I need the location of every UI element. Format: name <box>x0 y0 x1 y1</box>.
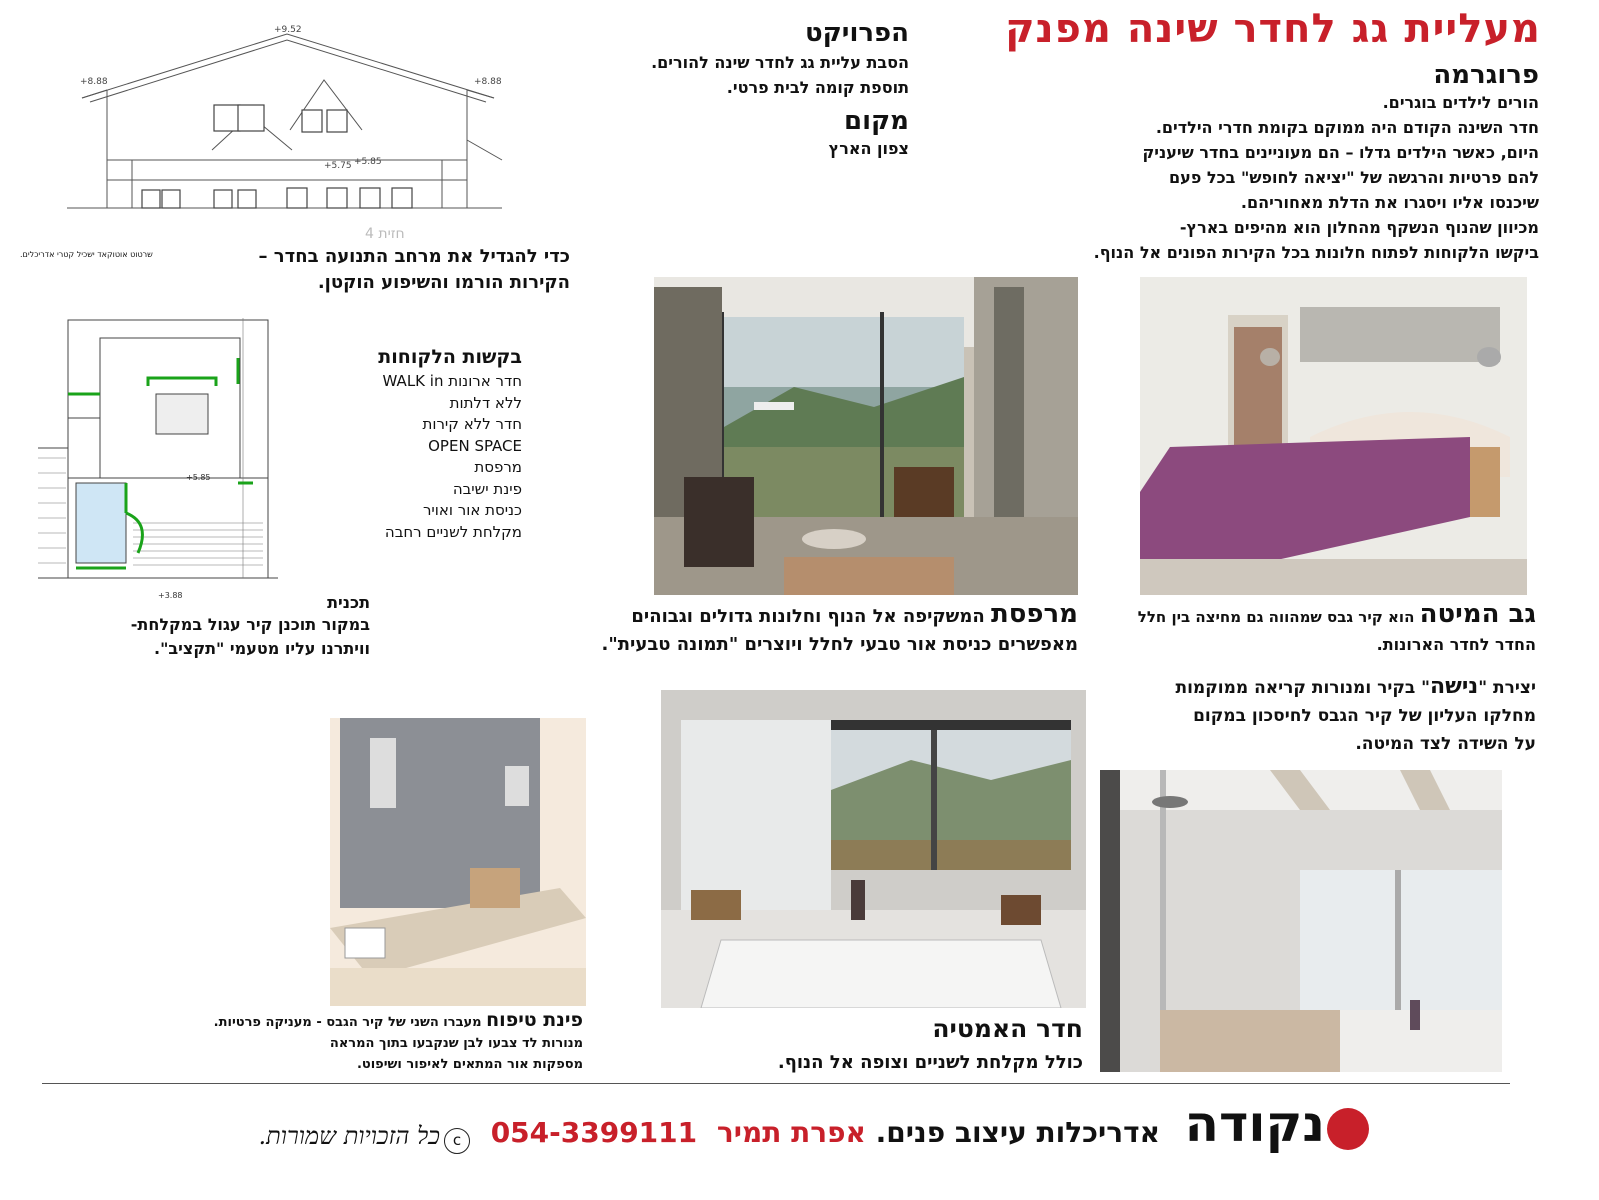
elevation-drawing <box>62 20 512 240</box>
bed-head: גב המיטה <box>1419 599 1536 629</box>
brand-tagline: אדריכלות עיצוב פנים. <box>875 1116 1160 1149</box>
elevation-label: חזית 4 <box>365 226 405 242</box>
bed-caption-line: מחלקו העליון של קיר הגבס לחיסכון במקום <box>1193 706 1536 726</box>
footer-tagline <box>470 1116 1160 1149</box>
drawing-credit: שרטוט אוטוקאד ישכיל קטרי אדריכלים. <box>20 250 153 259</box>
balcony-caption-line <box>520 600 1078 631</box>
bath-window-photo <box>661 690 1086 1008</box>
plan-dim: +3.88 <box>158 591 183 600</box>
request-item: מרפסת <box>474 458 522 476</box>
program-section <box>979 60 1539 265</box>
brand-dot-icon <box>1327 1108 1369 1150</box>
brand-name: נקודה <box>1184 1095 1325 1153</box>
elevation-svg <box>62 20 512 240</box>
dim-label: +8.88 <box>474 77 502 87</box>
program-text <box>979 90 1539 265</box>
bath-text: כולל מקלחת לשניים וצופה אל הנוף. <box>777 1052 1083 1073</box>
plan-dim: +5.85 <box>186 473 211 482</box>
floor-plan <box>38 298 278 608</box>
bed-caption-line: יצירת "נישה" בקיר ומנורות קריאה ממוקמות <box>1175 674 1536 699</box>
program-line: להם פרטיות והרגשה של "יציאה לחופש" בכל פעם <box>1169 168 1539 187</box>
program-line: חדר השינה הקודם היה ממוקם בקומת חדרי הילדים. <box>1155 118 1539 137</box>
balcony-head: מרפסת <box>990 599 1078 629</box>
program-line: היום, כאשר הילדים גדלו – הם מעוניינים בחדר שיעניק <box>1142 143 1539 162</box>
page-title: מעליית גג לחדר שינה מפנק <box>1005 6 1541 52</box>
vanity-caption-line: מנורות לד צבעו לבן שנקבעו בתוך המראה <box>329 1036 583 1051</box>
bed-caption-line <box>1100 600 1536 631</box>
request-item: פינת ישיבה <box>452 479 522 498</box>
program-line: שיכנסו אליו ויסגרו את הדלת מאחוריהם. <box>1240 193 1539 212</box>
requests-heading: בקשות הלקוחות <box>378 346 522 368</box>
elevation-caption-line: כדי להגדיל את מרחב התנועה בחדר – <box>258 246 570 267</box>
place-value: צפון הארץ <box>828 139 909 158</box>
bed-caption-line: החדר לחדר הארונות. <box>1376 635 1536 654</box>
program-line: מכיוון שהנוף הנשקף מהחלון הוא מהיפים בארץ- <box>1179 218 1539 237</box>
program-line: ביקשו הלקוחות לפתוח חלונות בכל הקירות הפונים אל הנוף. <box>1093 243 1539 262</box>
vanity-head: פינת טיפוח <box>486 1009 583 1031</box>
floor-plan-svg <box>38 298 278 608</box>
project-line: הסבת עליית גג לחדר שינה להורים. <box>651 53 909 72</box>
vanity-caption-line: מספקות אור המתאים לאיפור ושיפוט. <box>356 1057 583 1072</box>
copyright-icon: c <box>444 1128 470 1154</box>
bed-caption-line: על השידה לצד המיטה. <box>1355 734 1536 754</box>
requests-section <box>300 346 522 543</box>
designer-name: אפרת תמיר <box>716 1116 866 1149</box>
bath-head: חדר האמטיה <box>932 1014 1083 1043</box>
bath-caption <box>661 1014 1083 1077</box>
vanity-caption-line: פינת טיפוח מעברו השני של קיר הגבס - מעניקה פרטיות. <box>213 1009 583 1031</box>
place-heading: מקום <box>844 106 909 136</box>
request-item: חדר ללא קירות <box>422 415 522 433</box>
vanity-photo <box>330 718 586 1006</box>
dim-label: +8.88 <box>80 77 108 87</box>
copyright-text: כל הזכויות שמורות. <box>258 1122 440 1150</box>
niche-word: נישה <box>1430 674 1479 699</box>
dim-label: +9.52 <box>274 25 302 35</box>
footer-rule <box>42 1083 1510 1084</box>
bed-text: הוא קיר גבס שמהווה גם מחיצה בין חלל <box>1137 608 1420 626</box>
project-heading: הפרויקט <box>805 18 909 48</box>
dim-label: +5.85 <box>354 157 382 167</box>
balcony-caption-line: מאפשרים כניסת אור טבעי לחלל ויוצרים "תמונה טבעית". <box>601 634 1078 655</box>
balcony-caption <box>520 600 1078 659</box>
bedroom-photo <box>1140 277 1527 595</box>
project-line: תוספת קומה לבית פרטי. <box>726 78 909 97</box>
plan-caption <box>60 592 370 661</box>
request-item: OPEN SPACE <box>428 436 522 455</box>
program-line: הורים לילדים בוגרים. <box>1382 93 1539 112</box>
dim-label: +5.75 <box>324 161 352 171</box>
plan-heading: תכנית <box>327 593 370 612</box>
shower-photo <box>1100 770 1502 1072</box>
project-section <box>529 18 909 161</box>
balcony-text: המשקיפה אל הנוף וחלונות גדולים וגבוהים <box>631 606 991 627</box>
requests-list <box>300 371 522 543</box>
program-heading: פרוגרמה <box>1433 60 1539 90</box>
request-item: מקלחת לשניים רחבה <box>384 522 522 541</box>
balcony-photo <box>654 277 1078 595</box>
request-item: כניסת אור ואויר <box>422 501 522 519</box>
bed-caption <box>1100 600 1536 758</box>
request-item: ללא דלתות <box>449 393 522 412</box>
plan-line: במקור תוכנן קיר עגול במקלחת- <box>130 615 370 634</box>
vanity-caption <box>120 1010 583 1075</box>
plan-line: וויתרנו עליו מטעמי "תקציב". <box>153 639 370 658</box>
request-item: חדר ארונות WALK in <box>382 372 522 390</box>
elevation-caption-line: הקירות הורמו והשיפוע הוקטן. <box>317 272 570 293</box>
phone-number: 054-3399111 <box>490 1116 698 1149</box>
elevation-caption <box>200 244 570 296</box>
